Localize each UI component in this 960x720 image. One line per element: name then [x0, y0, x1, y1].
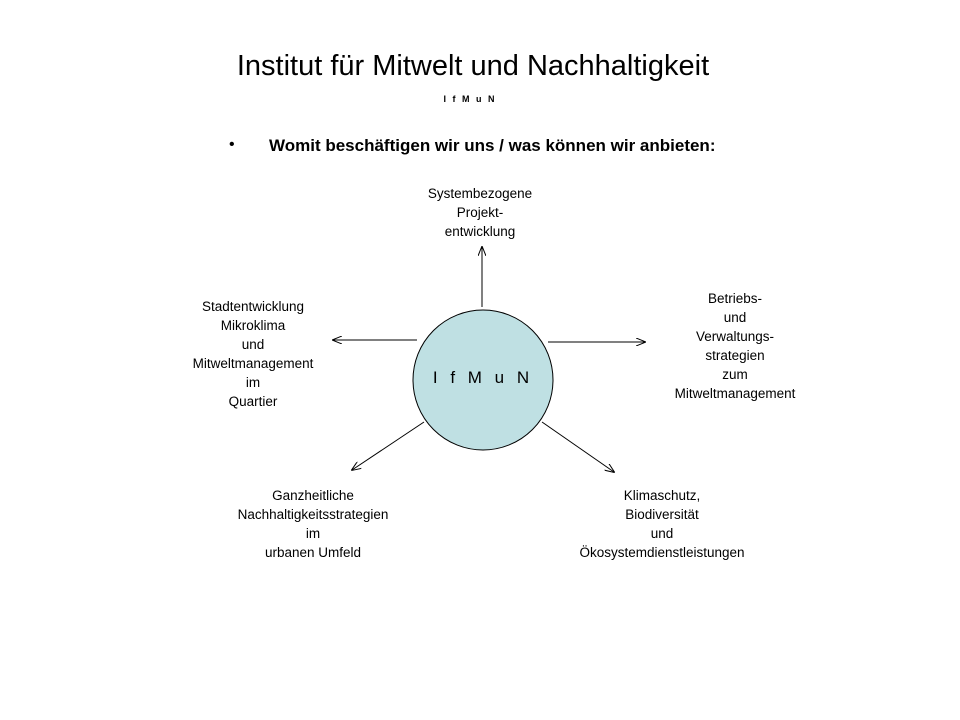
- node-right-line: strategien: [705, 348, 765, 363]
- bullet-heading: Womit beschäftigen wir uns / was können wir anbieten:: [269, 136, 716, 155]
- node-bottom-right-line: und: [650, 526, 674, 541]
- node-top-line: entwicklung: [444, 224, 516, 239]
- node-right-line: Verwaltungs-: [695, 329, 775, 344]
- node-bottom-left-line: im: [305, 526, 321, 541]
- node-left-line: im: [245, 375, 261, 390]
- arrow-bottom-right: [542, 422, 614, 472]
- node-bottom-left: [208, 486, 418, 562]
- node-right-line: Betriebs-: [707, 291, 763, 306]
- node-bottom-right-line: Biodiversität: [625, 507, 699, 522]
- node-top-line: Projekt-: [456, 205, 504, 220]
- node-left-line: Mitweltmanagement: [192, 356, 314, 371]
- node-top: [405, 184, 555, 241]
- node-top-line: Systembezogene: [427, 186, 533, 201]
- node-bottom-left-line: urbanen Umfeld: [264, 545, 362, 560]
- arrow-bottom-left: [352, 422, 424, 470]
- node-left-line: Mikroklima: [220, 318, 286, 333]
- page-title: Institut für Mitwelt und Nachhaltigkeit: [236, 50, 710, 82]
- node-right-line: und: [723, 310, 747, 325]
- node-bottom-right-line: Klimaschutz,: [623, 488, 701, 503]
- node-bottom-right: [547, 486, 777, 562]
- node-right-line: Mitweltmanagement: [674, 386, 796, 401]
- node-bottom-left-line: Ganzheitliche: [272, 488, 354, 503]
- node-right-line: zum: [722, 367, 748, 382]
- node-left-line: Quartier: [228, 394, 278, 409]
- node-bottom-right-line: Ökosystemdienstleistungen: [579, 545, 745, 560]
- node-left: [168, 297, 338, 411]
- center-label: I f M u N: [432, 368, 534, 387]
- node-bottom-left-line: Nachhaltigkeitsstrategien: [237, 507, 389, 522]
- node-right: [650, 289, 820, 403]
- node-left-line: und: [241, 337, 265, 352]
- page-subtitle: I f M u N: [443, 94, 497, 104]
- bullet-marker: •: [229, 136, 235, 153]
- node-left-line: Stadtentwicklung: [201, 299, 305, 314]
